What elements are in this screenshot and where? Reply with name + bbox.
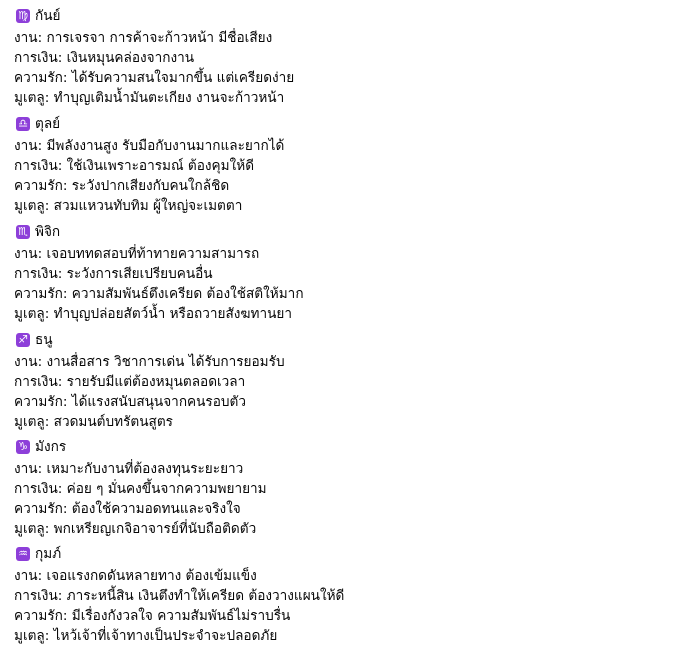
sign-header bbox=[14, 437, 674, 457]
virgo-icon: ♍ bbox=[16, 9, 30, 23]
sagittarius-icon: ♐ bbox=[16, 333, 30, 347]
capricorn-icon: ♑ bbox=[16, 440, 30, 454]
work-line: งาน: เหมาะกับงานที่ต้องลงทุนระยะยาว bbox=[14, 461, 244, 477]
sign-header bbox=[14, 222, 674, 242]
sign-header bbox=[14, 114, 674, 134]
sign-block-libra bbox=[14, 114, 674, 216]
sign-header bbox=[14, 6, 674, 26]
money-line: การเงิน: ค่อย ๆ มั่นคงขึ้นจากความพยายาม bbox=[14, 481, 267, 497]
sign-header bbox=[14, 330, 674, 350]
sign-name: ธนู bbox=[35, 332, 53, 348]
sign-block-capricorn bbox=[14, 437, 674, 539]
money-line: การเงิน: ภาระหนี้สิน เงินตึงทำให้เครียด ต้องวางแผนให้ดี bbox=[14, 588, 345, 604]
sign-name: กุมภ์ bbox=[35, 546, 62, 562]
mutelu-line: มูเตลู: สวมแหวนทับทิม ผู้ใหญ่จะเมตตา bbox=[14, 198, 243, 214]
love-line: ความรัก: ระวังปากเสียงกับคนใกล้ชิด bbox=[14, 178, 230, 194]
sign-block-virgo bbox=[14, 6, 674, 108]
money-line: การเงิน: รายรับมีแต่ต้องหมุนตลอดเวลา bbox=[14, 374, 246, 390]
work-line: งาน: การเจรจา การค้าจะก้าวหน้า มีชื่อเสียง bbox=[14, 30, 273, 46]
mutelu-line: มูเตลู: ทำบุญปล่อยสัตว์น้ำ หรือถวายสังฆทานยา bbox=[14, 306, 292, 322]
work-line: งาน: เจอแรงกดดันหลายทาง ต้องเข้มแข็ง bbox=[14, 568, 257, 584]
love-line: ความรัก: ได้แรงสนับสนุนจากคนรอบตัว bbox=[14, 394, 246, 410]
money-line: การเงิน: ระวังการเสียเปรียบคนอื่น bbox=[14, 266, 213, 282]
sign-block-sagittarius bbox=[14, 330, 674, 432]
sign-block-scorpio bbox=[14, 222, 674, 324]
love-line: ความรัก: ต้องใช้ความอดทนและจริงใจ bbox=[14, 501, 241, 517]
love-line: ความรัก: ความสัมพันธ์ตึงเครียด ต้องใช้สติให้มาก bbox=[14, 286, 304, 302]
work-line: งาน: มีพลังงานสูง รับมือกับงานมากและยากได้ bbox=[14, 138, 285, 154]
work-line: งาน: งานสื่อสาร วิชาการเด่น ได้รับการยอมรับ bbox=[14, 354, 285, 370]
sign-name: ตุลย์ bbox=[35, 116, 61, 132]
mutelu-line: มูเตลู: พกเหรียญเกจิอาจารย์ที่นับถือติดตัว bbox=[14, 521, 257, 537]
sign-block-aquarius bbox=[14, 544, 674, 646]
money-line: การเงิน: เงินหมุนคล่องจากงาน bbox=[14, 50, 195, 66]
sign-name: มังกร bbox=[35, 439, 67, 455]
mutelu-line: มูเตลู: สวดมนต์บทรัตนสูตร bbox=[14, 414, 173, 430]
scorpio-icon: ♏ bbox=[16, 225, 30, 239]
sign-header bbox=[14, 544, 674, 564]
money-line: การเงิน: ใช้เงินเพราะอารมณ์ ต้องคุมให้ดี bbox=[14, 158, 255, 174]
love-line: ความรัก: มีเรื่องกังวลใจ ความสัมพันธ์ไม่ราบรื่น bbox=[14, 608, 291, 624]
mutelu-line: มูเตลู: ไหว้เจ้าที่เจ้าทางเป็นประจำจะปลอดภัย bbox=[14, 628, 278, 644]
sign-name: กันย์ bbox=[35, 8, 61, 24]
aquarius-icon: ♒ bbox=[16, 547, 30, 561]
love-line: ความรัก: ได้รับความสนใจมากขึ้น แต่เครียดง่าย bbox=[14, 70, 295, 86]
sign-name: พิจิก bbox=[35, 224, 61, 240]
mutelu-line: มูเตลู: ทำบุญเติมน้ำมันตะเกียง งานจะก้าวหน้า bbox=[14, 90, 285, 106]
work-line: งาน: เจอบททดสอบที่ท้าทายความสามารถ bbox=[14, 246, 260, 262]
libra-icon: ♎ bbox=[16, 117, 30, 131]
